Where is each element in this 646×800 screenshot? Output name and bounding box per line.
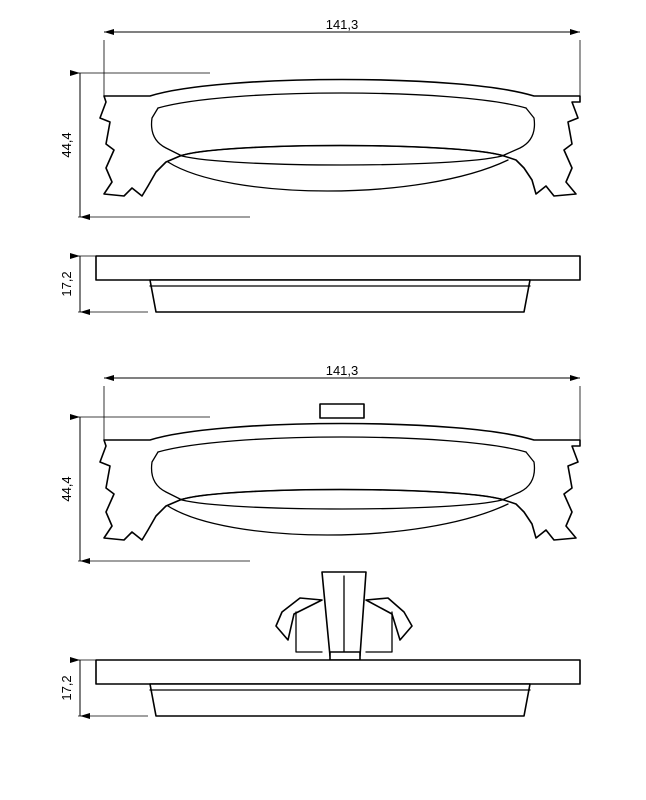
brake-pad-outline-2	[100, 424, 580, 541]
dimension-label-width-1: 141,3	[325, 17, 359, 32]
wear-sensor-clip-group	[276, 572, 412, 660]
view-2-side-group	[59, 660, 580, 716]
sensor-clip-left-arm	[276, 598, 322, 640]
friction-side-1	[150, 280, 530, 312]
dimension-label-height-2: 44,4	[59, 476, 74, 502]
sensor-clip-left-leg	[296, 612, 322, 652]
dimension-label-height-1: 44,4	[59, 132, 74, 158]
dimension-label-thickness-1: 17,2	[59, 271, 74, 297]
view-1-front-group	[59, 17, 580, 217]
dimension-label-width-2: 141,3	[325, 363, 359, 378]
sensor-clip-right-arm	[366, 598, 412, 640]
view-1-side-group	[59, 256, 580, 312]
friction-side-2	[150, 684, 530, 716]
brake-pad-outline-1	[100, 80, 580, 197]
wear-sensor-tab-2	[320, 404, 364, 418]
view-2-front-group	[59, 363, 580, 561]
backplate-side-2	[96, 660, 580, 684]
backplate-side-1	[96, 256, 580, 280]
sensor-clip-right-leg	[366, 612, 392, 652]
dimension-label-thickness-2: 17,2	[59, 675, 74, 701]
sensor-clip-foot	[330, 652, 360, 660]
